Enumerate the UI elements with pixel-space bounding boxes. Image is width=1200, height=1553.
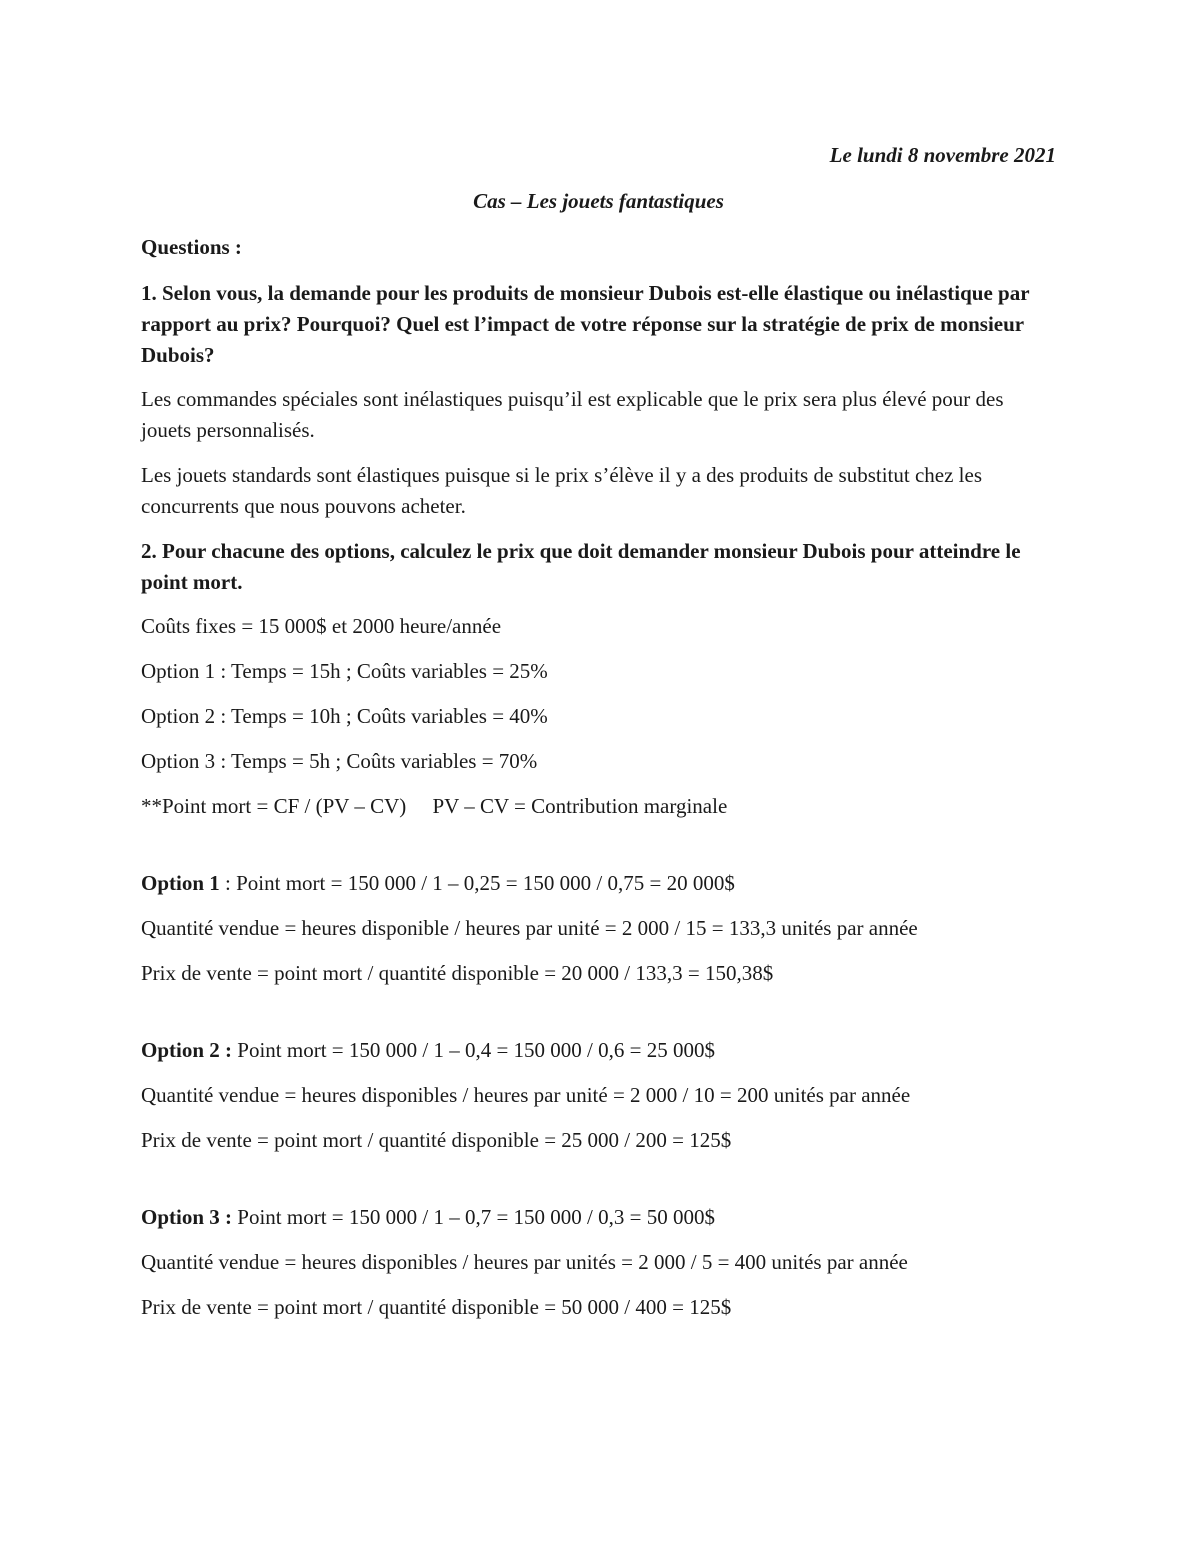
- option-3-params: Option 3 : Temps = 5h ; Coûts variables = 70%: [141, 749, 538, 773]
- document-date: Le lundi 8 novembre 2021: [829, 143, 1056, 167]
- answer-1-standard-toys: Les jouets standards sont élastiques puisque si le prix s’élève il y a des produits de substitut chez les concurrents que nous pouvons acheter.: [141, 463, 983, 518]
- option-1-point-mort-text: : Point mort = 150 000 / 1 – 0,25 = 150 000 / 0,75 = 20 000$: [219, 871, 735, 895]
- answer-1-special-orders: Les commandes spéciales sont inélastiques puisqu’il est explicable que le prix sera plus élevé pour des jouets personnalisés.: [141, 387, 1004, 442]
- option-2-quantite: Quantité vendue = heures disponibles / heures par unité = 2 000 / 10 = 200 unités par année: [141, 1083, 911, 1107]
- question-1: 1. Selon vous, la demande pour les produits de monsieur Dubois est-elle élastique ou inélastique par rapport au prix? Pourquoi? Quel est l’impact de votre réponse sur la stratégie de prix de monsieur Dubois?: [141, 281, 1030, 367]
- breakeven-formula: **Point mort = CF / (PV – CV) PV – CV = Contribution marginale: [141, 794, 728, 818]
- option-3-prix: Prix de vente = point mort / quantité disponible = 50 000 / 400 = 125$: [141, 1295, 732, 1319]
- option-3-label: Option 3 :: [141, 1205, 233, 1229]
- option-2-prix: Prix de vente = point mort / quantité disponible = 25 000 / 200 = 125$: [141, 1128, 732, 1152]
- option-1-params: Option 1 : Temps = 15h ; Coûts variables = 25%: [141, 659, 548, 683]
- option-2-params: Option 2 : Temps = 10h ; Coûts variables = 40%: [141, 704, 548, 728]
- option-3-quantite: Quantité vendue = heures disponibles / heures par unités = 2 000 / 5 = 400 unités par année: [141, 1250, 908, 1274]
- option-1-prix: Prix de vente = point mort / quantité disponible = 20 000 / 133,3 = 150,38$: [141, 961, 774, 985]
- option-1-quantite: Quantité vendue = heures disponible / heures par unité = 2 000 / 15 = 133,3 unités par année: [141, 916, 918, 940]
- option-1-point-mort: [141, 868, 1056, 899]
- questions-heading: Questions :: [141, 235, 242, 259]
- option-2-point-mort: [141, 1035, 1056, 1066]
- document-title: Cas – Les jouets fantastiques: [473, 189, 724, 213]
- option-3-point-mort-text: Point mort = 150 000 / 1 – 0,7 = 150 000 / 0,3 = 50 000$: [232, 1205, 715, 1229]
- option-2-point-mort-text: Point mort = 150 000 / 1 – 0,4 = 150 000 / 0,6 = 25 000$: [232, 1038, 715, 1062]
- document-page: [141, 140, 1056, 1337]
- option-3-point-mort: [141, 1202, 1056, 1233]
- question-2: 2. Pour chacune des options, calculez le prix que doit demander monsieur Dubois pour atteindre le point mort.: [141, 539, 1021, 594]
- fixed-costs: Coûts fixes = 15 000$ et 2000 heure/année: [141, 614, 502, 638]
- option-2-label: Option 2 :: [141, 1038, 233, 1062]
- option-1-label: Option 1: [141, 871, 220, 895]
